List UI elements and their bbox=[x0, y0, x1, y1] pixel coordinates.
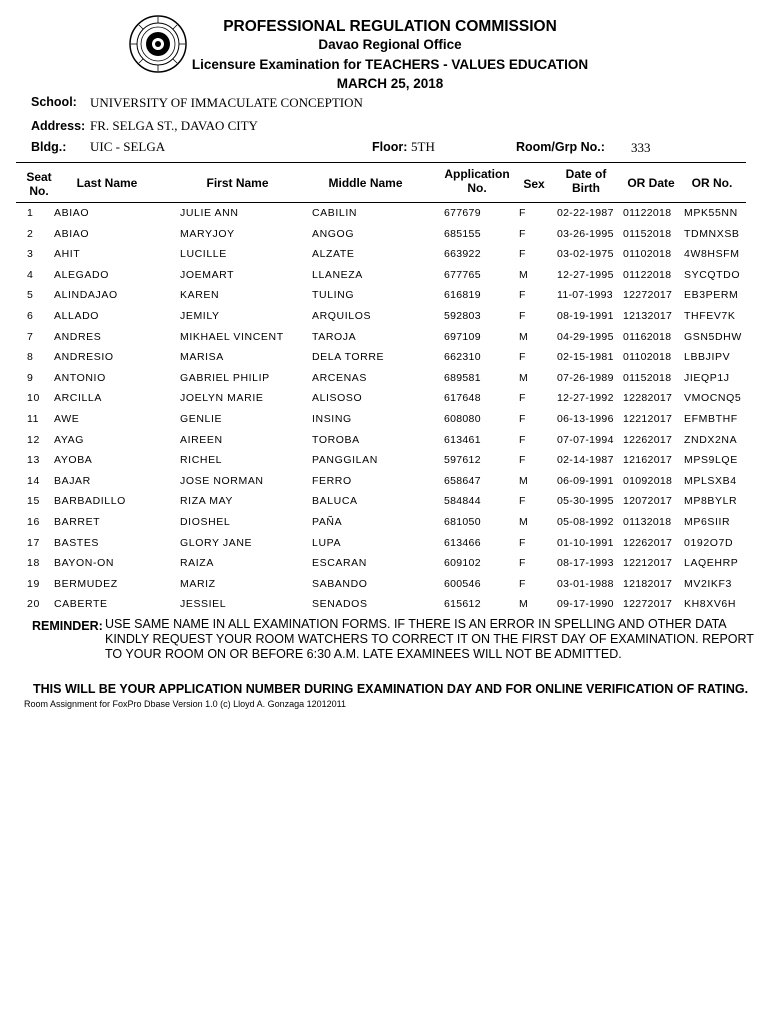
cell-seat-no: 2 bbox=[27, 227, 34, 240]
cell-first-name: JEMILY bbox=[180, 309, 220, 322]
address-value: FR. SELGA ST., DAVAO CITY bbox=[90, 118, 258, 133]
cell-sex: F bbox=[519, 248, 527, 261]
cell-or-date: 12162017 bbox=[623, 454, 673, 467]
cell-middle-name: PANGGILAN bbox=[312, 454, 378, 467]
cell-application-no: 608080 bbox=[444, 412, 481, 425]
cell-or-no: MV2IKF3 bbox=[684, 577, 732, 590]
cell-date-of-birth: 06-09-1991 bbox=[557, 474, 614, 487]
cell-or-date: 01152018 bbox=[623, 227, 672, 240]
cell-middle-name: SABANDO bbox=[312, 577, 368, 590]
cell-first-name: JESSIEL bbox=[180, 598, 227, 611]
cell-date-of-birth: 06-13-1996 bbox=[557, 412, 614, 425]
application-number-notice: THIS WILL BE YOUR APPLICATION NUMBER DURING EXAMINATION DAY AND FOR ONLINE VERIFICATION OF RATING. bbox=[33, 682, 749, 696]
address-line bbox=[31, 119, 85, 133]
cell-sex: F bbox=[519, 289, 527, 302]
cell-last-name: BARRET bbox=[54, 515, 101, 528]
cell-first-name: LUCILLE bbox=[180, 248, 227, 261]
cell-or-no: JIEQP1J bbox=[684, 371, 730, 384]
cell-or-date: 12182017 bbox=[623, 577, 673, 590]
col-first-name: First Name bbox=[206, 176, 269, 190]
school-line bbox=[31, 95, 77, 109]
cell-middle-name: TAROJA bbox=[312, 330, 357, 343]
cell-or-no: EFMBTHF bbox=[684, 412, 738, 425]
cell-date-of-birth: 08-19-1991 bbox=[557, 309, 614, 322]
cell-sex: F bbox=[519, 207, 527, 219]
cell-date-of-birth: 09-17-1990 bbox=[557, 598, 614, 611]
cell-or-date: 01102018 bbox=[623, 351, 672, 364]
cell-or-no: ZNDX2NA bbox=[684, 433, 738, 446]
table-row bbox=[0, 224, 768, 245]
table-row bbox=[0, 265, 768, 286]
bldg-value: UIC - SELGA bbox=[90, 139, 166, 154]
room-line bbox=[516, 140, 605, 154]
cell-first-name: GLORY JANE bbox=[180, 536, 253, 549]
table-row bbox=[0, 388, 768, 409]
reminder-text: USE SAME NAME IN ALL EXAMINATION FORMS. IF THERE IS AN ERROR IN SPELLING AND OTHER DATA KINDLY REQUEST YOUR ROOM WATCHERS TO CORRECT IT ON THE FIRST DAY OF EXAMINATION. REPORT TO YOUR ROOM ON OR BEFORE 6:30 A.M. LATE EXAMINEES WILL NOT BE ADMITTED. bbox=[105, 617, 754, 661]
cell-middle-name: ALISOSO bbox=[312, 392, 363, 405]
table-row bbox=[0, 574, 768, 595]
cell-last-name: ANDRESIO bbox=[54, 351, 114, 364]
col-seat: Seat No. bbox=[26, 170, 52, 198]
cell-middle-name: TOROBA bbox=[312, 433, 360, 446]
cell-or-date: 12262017 bbox=[623, 433, 673, 446]
col-middle-name: Middle Name bbox=[328, 176, 403, 190]
cell-application-no: 685155 bbox=[444, 227, 481, 240]
cell-first-name: AIREEN bbox=[180, 433, 223, 446]
cell-first-name: JOSE NORMAN bbox=[180, 474, 264, 487]
cell-first-name: KAREN bbox=[180, 289, 220, 302]
cell-middle-name: INSING bbox=[312, 412, 352, 425]
cell-or-date: 12132017 bbox=[623, 309, 673, 322]
cell-application-no: 613461 bbox=[444, 433, 481, 446]
cell-application-no: 616819 bbox=[444, 289, 481, 302]
cell-last-name: AYOBA bbox=[54, 454, 93, 467]
cell-first-name: JOELYN MARIE bbox=[180, 392, 264, 405]
cell-seat-no: 20 bbox=[27, 598, 40, 611]
table-row bbox=[0, 553, 768, 574]
cell-first-name: MARISA bbox=[180, 351, 224, 364]
cell-last-name: BARBADILLO bbox=[54, 495, 126, 508]
cell-middle-name: SENADOS bbox=[312, 598, 368, 611]
cell-or-date: 01102018 bbox=[623, 248, 672, 261]
cell-date-of-birth: 05-08-1992 bbox=[557, 515, 614, 528]
cell-last-name: ALINDAJAO bbox=[54, 289, 118, 302]
cell-application-no: 609102 bbox=[444, 557, 481, 570]
cell-seat-no: 18 bbox=[27, 557, 40, 570]
cell-seat-no: 12 bbox=[27, 433, 40, 446]
cell-last-name: ALEGADO bbox=[54, 268, 109, 281]
cell-application-no: 584844 bbox=[444, 495, 481, 508]
cell-sex: M bbox=[519, 598, 529, 611]
cell-last-name: ARCILLA bbox=[54, 392, 102, 405]
cell-last-name: ABIAO bbox=[54, 227, 90, 240]
cell-date-of-birth: 05-30-1995 bbox=[557, 495, 614, 508]
cell-application-no: 681050 bbox=[444, 515, 481, 528]
commission-title: PROFESSIONAL REGULATION COMMISSION bbox=[223, 18, 557, 35]
cell-or-no: LBBJIPV bbox=[684, 351, 731, 364]
cell-sex: F bbox=[519, 433, 527, 446]
cell-sex: F bbox=[519, 412, 527, 425]
cell-or-date: 01162018 bbox=[623, 330, 672, 343]
cell-application-no: 597612 bbox=[444, 454, 481, 467]
table-row bbox=[0, 285, 768, 306]
floor-value: 5TH bbox=[411, 139, 435, 154]
cell-date-of-birth: 07-26-1989 bbox=[557, 371, 614, 384]
cell-application-no: 617648 bbox=[444, 392, 481, 405]
cell-seat-no: 1 bbox=[27, 207, 34, 219]
cell-or-no: MP6SIIR bbox=[684, 515, 731, 528]
cell-application-no: 615612 bbox=[444, 598, 481, 611]
cell-date-of-birth: 08-17-1993 bbox=[557, 557, 614, 570]
col-or-no: OR No. bbox=[691, 176, 733, 190]
cell-or-no: MPLSXB4 bbox=[684, 474, 737, 487]
cell-or-no: MP8BYLR bbox=[684, 495, 738, 508]
cell-last-name: ANDRES bbox=[54, 330, 102, 343]
cell-last-name: AHIT bbox=[54, 248, 81, 261]
cell-or-no: MPS9LQE bbox=[684, 454, 738, 467]
cell-or-no: EB3PERM bbox=[684, 289, 739, 302]
cell-last-name: ANTONIO bbox=[54, 371, 106, 384]
cell-seat-no: 3 bbox=[27, 248, 34, 261]
cell-last-name: ABIAO bbox=[54, 207, 90, 219]
cell-or-date: 12212017 bbox=[623, 412, 673, 425]
cell-or-date: 12272017 bbox=[623, 598, 673, 611]
cell-seat-no: 9 bbox=[27, 371, 34, 384]
cell-date-of-birth: 02-14-1987 bbox=[557, 454, 614, 467]
cell-last-name: ALLADO bbox=[54, 309, 100, 322]
cell-or-date: 12262017 bbox=[623, 536, 673, 549]
cell-or-date: 01122018 bbox=[623, 268, 672, 281]
cell-date-of-birth: 07-07-1994 bbox=[557, 433, 614, 446]
cell-last-name: BERMUDEZ bbox=[54, 577, 118, 590]
cell-seat-no: 6 bbox=[27, 309, 34, 322]
table-row bbox=[0, 491, 768, 512]
cell-middle-name: ESCARAN bbox=[312, 557, 367, 570]
cell-first-name: JULIE ANN bbox=[180, 207, 239, 219]
cell-application-no: 658647 bbox=[444, 474, 481, 487]
cell-application-no: 613466 bbox=[444, 536, 481, 549]
table-row bbox=[0, 347, 768, 368]
cell-application-no: 677765 bbox=[444, 268, 481, 281]
cell-date-of-birth: 03-02-1975 bbox=[557, 248, 614, 261]
cell-sex: F bbox=[519, 392, 527, 405]
cell-seat-no: 11 bbox=[27, 412, 40, 425]
cell-middle-name: LLANEZA bbox=[312, 268, 363, 281]
cell-middle-name: PAÑA bbox=[312, 515, 343, 528]
cell-date-of-birth: 12-27-1995 bbox=[557, 268, 614, 281]
table-row bbox=[0, 368, 768, 389]
cell-seat-no: 15 bbox=[27, 495, 40, 508]
cell-first-name: JOEMART bbox=[180, 268, 235, 281]
cell-date-of-birth: 03-01-1988 bbox=[557, 577, 614, 590]
cell-seat-no: 14 bbox=[27, 474, 40, 487]
cell-first-name: RICHEL bbox=[180, 454, 223, 467]
cell-or-no: KH8XV6H bbox=[684, 598, 737, 611]
bldg-line bbox=[31, 140, 66, 154]
bldg-label: Bldg.: bbox=[31, 140, 67, 154]
cell-date-of-birth: 04-29-1995 bbox=[557, 330, 614, 343]
regional-office: Davao Regional Office bbox=[318, 37, 462, 52]
floor-label: Floor: bbox=[372, 140, 408, 154]
cell-last-name: AYAG bbox=[54, 433, 85, 446]
cell-sex: F bbox=[519, 227, 527, 240]
cell-seat-no: 16 bbox=[27, 515, 40, 528]
cell-seat-no: 8 bbox=[27, 351, 34, 364]
cell-middle-name: DELA TORRE bbox=[312, 351, 385, 364]
table-row bbox=[0, 594, 768, 615]
table-row bbox=[0, 203, 768, 224]
cell-sex: M bbox=[519, 474, 529, 487]
cell-seat-no: 10 bbox=[27, 392, 40, 405]
cell-first-name: MARIZ bbox=[180, 577, 216, 590]
school-label: School: bbox=[31, 95, 77, 109]
cell-sex: F bbox=[519, 351, 527, 364]
cell-or-date: 01122018 bbox=[623, 207, 672, 219]
cell-sex: F bbox=[519, 557, 527, 570]
cell-seat-no: 19 bbox=[27, 577, 40, 590]
cell-or-no: 4W8HSFM bbox=[684, 248, 740, 261]
cell-or-no: VMOCNQ5 bbox=[684, 392, 742, 405]
address-label: Address: bbox=[31, 119, 86, 133]
cell-last-name: BASTES bbox=[54, 536, 100, 549]
table-top-rule bbox=[16, 162, 746, 163]
cell-or-date: 01092018 bbox=[623, 474, 673, 487]
cell-seat-no: 17 bbox=[27, 536, 40, 549]
cell-sex: M bbox=[519, 515, 529, 528]
cell-last-name: CABERTE bbox=[54, 598, 108, 611]
room-value: 333 bbox=[631, 140, 651, 155]
cell-date-of-birth: 02-22-1987 bbox=[557, 207, 614, 219]
cell-seat-no: 5 bbox=[27, 289, 34, 302]
cell-middle-name: BALUCA bbox=[312, 495, 358, 508]
table-row bbox=[0, 409, 768, 430]
cell-or-date: 12212017 bbox=[623, 557, 673, 570]
cell-seat-no: 13 bbox=[27, 454, 40, 467]
cell-middle-name: TULING bbox=[312, 289, 355, 302]
cell-last-name: AWE bbox=[54, 412, 80, 425]
cell-or-no: THFEV7K bbox=[684, 309, 736, 322]
cell-or-no: 0192O7D bbox=[684, 536, 734, 549]
cell-date-of-birth: 03-26-1995 bbox=[557, 227, 614, 240]
cell-seat-no: 7 bbox=[27, 330, 34, 343]
cell-or-no: GSN5DHW bbox=[684, 330, 742, 343]
cell-middle-name: ALZATE bbox=[312, 248, 355, 261]
cell-middle-name: ARQUILOS bbox=[312, 309, 372, 322]
cell-first-name: RIZA MAY bbox=[180, 495, 234, 508]
exam-date: MARCH 25, 2018 bbox=[336, 76, 444, 91]
cell-first-name: MIKHAEL VINCENT bbox=[180, 330, 284, 343]
cell-sex: M bbox=[519, 330, 529, 343]
table-row bbox=[0, 450, 768, 471]
cell-last-name: BAYON-ON bbox=[54, 557, 115, 570]
col-sex: Sex bbox=[523, 177, 545, 191]
cell-middle-name: FERRO bbox=[312, 474, 352, 487]
cell-or-no: LAQEHRP bbox=[684, 557, 739, 570]
cell-or-date: 12272017 bbox=[623, 289, 673, 302]
cell-sex: F bbox=[519, 454, 527, 467]
cell-date-of-birth: 01-10-1991 bbox=[557, 536, 614, 549]
table-row bbox=[0, 512, 768, 533]
table-row bbox=[0, 471, 768, 492]
cell-application-no: 697109 bbox=[444, 330, 481, 343]
cell-first-name: RAIZA bbox=[180, 557, 214, 570]
cell-application-no: 677679 bbox=[444, 207, 481, 219]
cell-application-no: 689581 bbox=[444, 371, 481, 384]
cell-or-date: 12072017 bbox=[623, 495, 673, 508]
cell-middle-name: CABILIN bbox=[312, 207, 358, 219]
cell-or-date: 01132018 bbox=[623, 515, 672, 528]
col-date-of-birth: Date of Birth bbox=[565, 167, 607, 195]
room-label: Room/Grp No.: bbox=[516, 140, 605, 154]
cell-first-name: DIOSHEL bbox=[180, 515, 231, 528]
cell-sex: F bbox=[519, 309, 527, 322]
school-value: UNIVERSITY OF IMMACULATE CONCEPTION bbox=[90, 95, 363, 110]
cell-date-of-birth: 11-07-1993 bbox=[557, 289, 613, 302]
cell-sex: F bbox=[519, 495, 527, 508]
cell-or-no: SYCQTDO bbox=[684, 268, 741, 281]
cell-sex: F bbox=[519, 536, 527, 549]
cell-middle-name: LUPA bbox=[312, 536, 342, 549]
cell-application-no: 662310 bbox=[444, 351, 481, 364]
cell-or-no: TDMNXSB bbox=[684, 227, 740, 240]
cell-date-of-birth: 02-15-1981 bbox=[557, 351, 614, 364]
col-application-no: Application No. bbox=[444, 167, 510, 195]
col-last-name: Last Name bbox=[76, 176, 138, 190]
table-row bbox=[0, 244, 768, 265]
floor-line bbox=[372, 140, 407, 154]
cell-middle-name: ARCENAS bbox=[312, 371, 367, 384]
cell-or-no: MPK55NN bbox=[684, 207, 738, 219]
cell-first-name: MARYJOY bbox=[180, 227, 235, 240]
table-row bbox=[0, 533, 768, 554]
cell-application-no: 600546 bbox=[444, 577, 481, 590]
cell-last-name: BAJAR bbox=[54, 474, 91, 487]
exam-title: Licensure Examination for TEACHERS - VALUES EDUCATION bbox=[191, 57, 589, 72]
cell-seat-no: 4 bbox=[27, 268, 34, 281]
cell-sex: M bbox=[519, 268, 529, 281]
table-row bbox=[0, 327, 768, 348]
cell-middle-name: ANGOG bbox=[312, 227, 355, 240]
table-row bbox=[0, 306, 768, 327]
cell-first-name: GENLIE bbox=[180, 412, 223, 425]
examinee-table-body bbox=[0, 203, 768, 615]
cell-sex: M bbox=[519, 371, 529, 384]
cell-application-no: 592803 bbox=[444, 309, 481, 322]
cell-date-of-birth: 12-27-1992 bbox=[557, 392, 614, 405]
cell-first-name: GABRIEL PHILIP bbox=[180, 371, 270, 384]
cell-application-no: 663922 bbox=[444, 248, 481, 261]
cell-or-date: 01152018 bbox=[623, 371, 672, 384]
col-or-date: OR Date bbox=[627, 176, 675, 190]
software-credit: Room Assignment for FoxPro Dbase Version 1.0 (c) Lloyd A. Gonzaga 12012011 bbox=[24, 699, 347, 709]
table-row bbox=[0, 430, 768, 451]
cell-or-date: 12282017 bbox=[623, 392, 673, 405]
reminder-label: REMINDER: bbox=[32, 619, 103, 633]
cell-sex: F bbox=[519, 577, 527, 590]
